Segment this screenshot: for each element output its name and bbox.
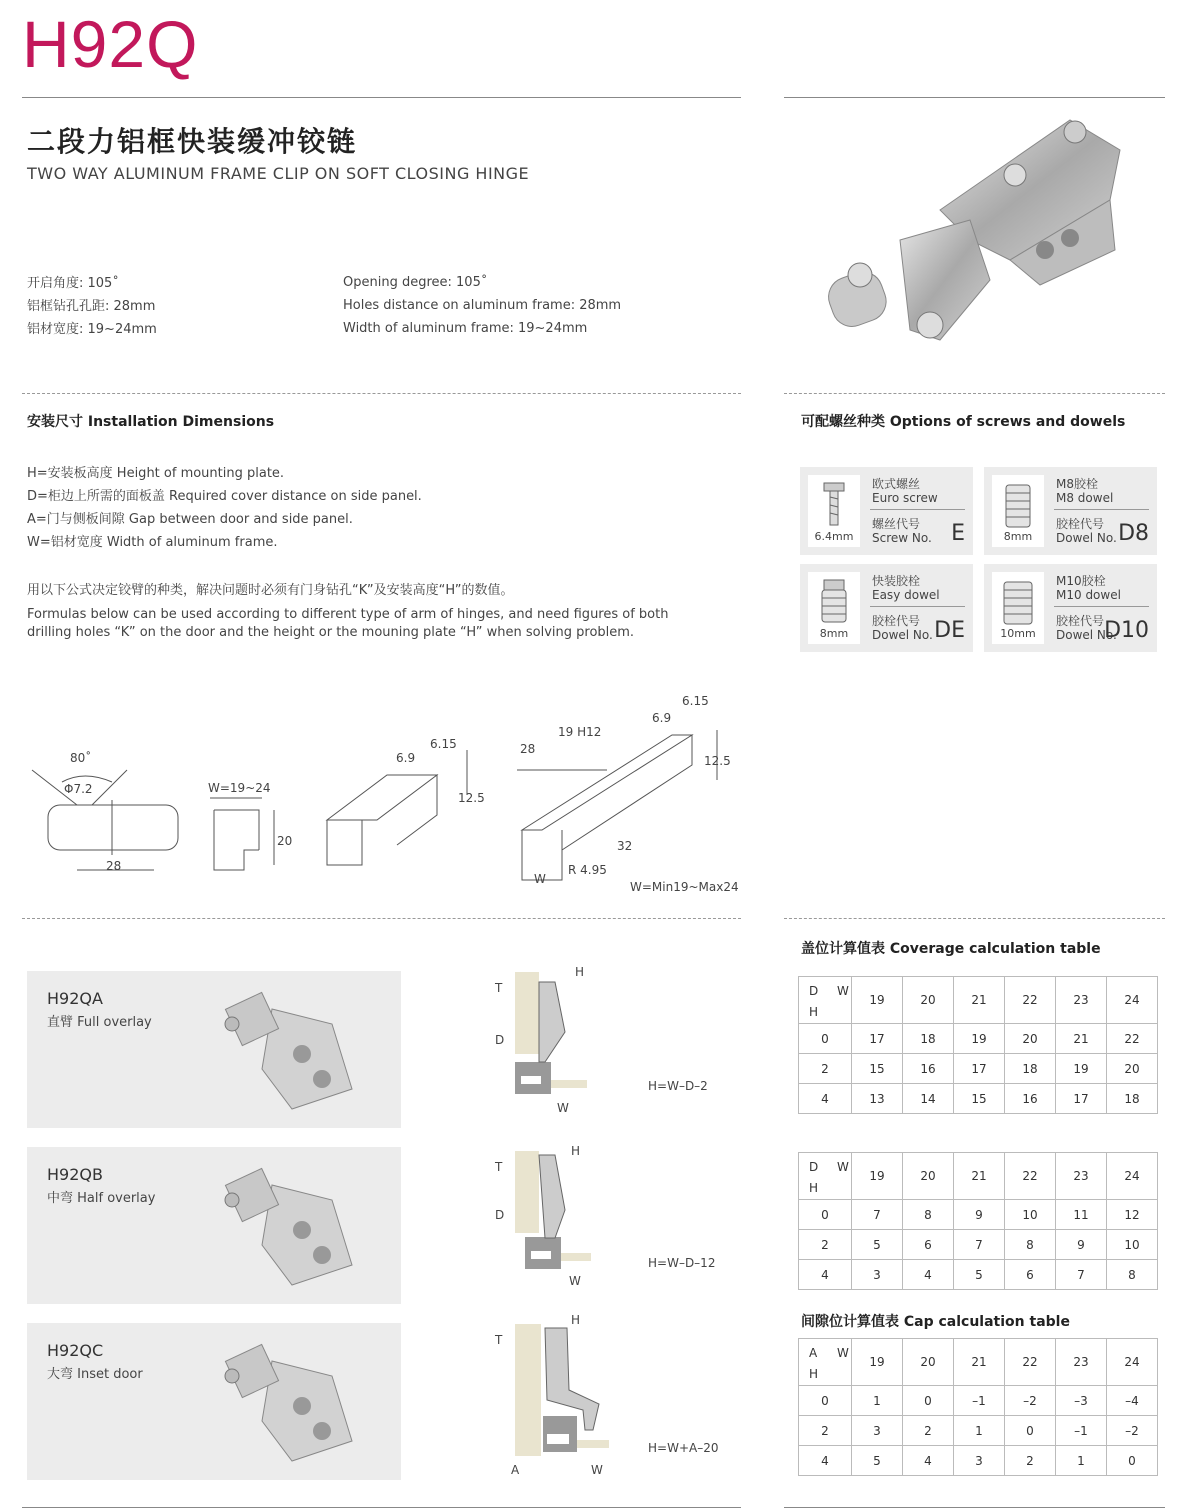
dowel-icon (992, 572, 1044, 644)
coverage-heading: 盖位计算值表 Coverage calculation table (801, 941, 1101, 957)
svg-text:W: W (569, 1274, 581, 1288)
cup-plate-shape (48, 805, 178, 850)
d615-label-2: 6.15 (682, 694, 709, 708)
d28-label: 28 (520, 742, 536, 756)
footer-rule-left (22, 1507, 741, 1508)
spec-en-line: Width of aluminum frame: 19~24mm (343, 321, 588, 336)
header-rule-right (784, 97, 1165, 98)
w-range-label: W=19~24 (208, 781, 271, 795)
easy-dowel-icon (808, 572, 860, 644)
separator (870, 606, 965, 607)
dowel-name: M8胶栓 M8 dowel (1056, 477, 1114, 505)
table-corner: D W H (799, 977, 852, 1024)
formula-en-line-1: Formulas below can be used according to different type of arm of hinges, and need figures of both (27, 607, 669, 622)
dowel-size: 8mm (819, 627, 849, 640)
screw-code-label: 螺丝代号 Screw No. (872, 517, 932, 545)
model-name: H92QC (47, 1341, 104, 1360)
screw-card-euro (800, 467, 973, 555)
col-header: 24 (1107, 1153, 1158, 1200)
screw-icon (808, 475, 860, 547)
dowel-code-label: 胶栓代号 Dowel No. (1056, 614, 1117, 642)
svg-text:H: H (571, 1144, 581, 1158)
table-row: 4 13 14 15 16 17 18 (799, 1084, 1158, 1114)
model-name: H92QA (47, 989, 103, 1008)
cap-table (798, 1338, 1158, 1476)
product-title-cn: 二段力铝框快装缓冲铰链 (27, 125, 358, 158)
model-type: 中弯 Half overlay (47, 1191, 156, 1206)
model-card-a (27, 971, 401, 1128)
phi-label: Φ7.2 (64, 782, 93, 796)
install-heading: 安装尺寸 Installation Dimensions (27, 414, 275, 430)
dowel-icon (992, 475, 1044, 547)
def-h: H=安装板高度 Height of mounting plate. (27, 466, 285, 481)
model-title: H92Q (22, 7, 199, 81)
d32-label: 32 (617, 839, 633, 853)
svg-text:D: D (495, 1208, 505, 1222)
table-row: 2 5 6 7 8 9 10 (799, 1230, 1158, 1260)
dowel-code: DE (934, 618, 965, 643)
svg-text:H: H (575, 965, 585, 979)
screw-card-m10 (984, 564, 1157, 652)
separator (1054, 509, 1149, 510)
col-header: 23 (1056, 1339, 1107, 1386)
d69-label: 6.9 (396, 751, 416, 765)
model-card-b (27, 1147, 401, 1304)
divider-tables-top (784, 918, 1165, 919)
col-header: 19 (852, 1153, 903, 1200)
svg-text:D: D (495, 1033, 505, 1047)
col-header: 20 (903, 977, 954, 1024)
formula-en-line-2: drilling holes “K” on the door and the height or the mouning plate “H” when solving problem. (27, 625, 635, 640)
svg-text:A: A (511, 1463, 520, 1477)
table-row: 2 15 16 17 18 19 20 (799, 1054, 1158, 1084)
product-title-en: TWO WAY ALUMINUM FRAME CLIP ON SOFT CLOSING HINGE (27, 164, 530, 183)
table-row: 2 3 2 1 0 –1 –2 (799, 1416, 1158, 1446)
header-rule-left (22, 97, 741, 98)
installation-drawings (22, 690, 742, 905)
col-header: 20 (903, 1153, 954, 1200)
hinge-thumbnail (212, 1155, 362, 1295)
col-header: 22 (1005, 1153, 1056, 1200)
svg-text:W: W (557, 1101, 569, 1115)
coverage-table-1 (798, 976, 1158, 1114)
divider-screws-top (784, 393, 1165, 394)
d615-label: 6.15 (430, 737, 457, 751)
specs-en (343, 271, 621, 340)
diagram-inset-door (485, 1310, 615, 1480)
install-definitions (27, 462, 422, 554)
d125-label-2: 12.5 (704, 754, 731, 768)
spec-cn-line: 铝材宽度: 19~24mm (27, 322, 157, 337)
dowel-name: 快装胶栓 Easy dowel (872, 574, 940, 602)
spec-cn-line: 开启角度: 105˚ (27, 276, 119, 291)
svg-text:H: H (571, 1313, 581, 1327)
spec-en-line: Opening degree: 105˚ (343, 275, 488, 290)
dowel-size: 8mm (1003, 530, 1033, 543)
separator (1054, 606, 1149, 607)
col-header: 21 (954, 1153, 1005, 1200)
footer-rule-right (784, 1507, 1165, 1508)
col-header: 21 (954, 977, 1005, 1024)
frame-profile-shape (214, 810, 259, 870)
screw-name: 欧式螺丝 Euro screw (872, 477, 938, 505)
svg-text:T: T (495, 1160, 503, 1174)
formula-c: H=W+A–20 (648, 1441, 719, 1455)
def-d: D=柜边上所需的面板盖 Required cover distance on side panel. (27, 489, 422, 504)
hinge-thumbnail (212, 1331, 362, 1471)
w-minmax-label: W=Min19~Max24 (630, 880, 739, 894)
screw-size: 6.4mm (814, 530, 854, 543)
separator (870, 509, 965, 510)
table-row: 0 7 8 9 10 11 12 (799, 1200, 1158, 1230)
r495-label: R 4.95 (568, 863, 607, 877)
formula-note-en (27, 606, 668, 642)
model-name: H92QB (47, 1165, 103, 1184)
cap-heading: 间隙位计算值表 Cap calculation table (801, 1314, 1070, 1330)
model-card-c (27, 1323, 401, 1480)
screw-card-m8 (984, 467, 1157, 555)
divider-models-top (22, 918, 741, 919)
d125-label: 12.5 (458, 791, 485, 805)
col-header: 22 (1005, 977, 1056, 1024)
hinge-thumbnail (212, 979, 362, 1119)
coverage-table-2 (798, 1152, 1158, 1290)
model-type: 大弯 Inset door (47, 1367, 143, 1382)
spec-cn-line: 铝框钻孔孔距: 28mm (27, 299, 156, 314)
formula-b: H=W–D–12 (648, 1256, 716, 1270)
table-corner: D W H (799, 1153, 852, 1200)
w-label: W (534, 872, 546, 886)
svg-text:T: T (495, 1333, 503, 1347)
col-header: 20 (903, 1339, 954, 1386)
col-header: 24 (1107, 977, 1158, 1024)
table-corner: A W H (799, 1339, 852, 1386)
def-w: W=铝材宽度 Width of aluminum frame. (27, 535, 278, 550)
table-row: 0 17 18 19 20 21 22 (799, 1024, 1158, 1054)
col-header: 22 (1005, 1339, 1056, 1386)
col-header: 24 (1107, 1339, 1158, 1386)
svg-text:W: W (591, 1463, 603, 1477)
d19h12-label: 19 H12 (558, 725, 602, 739)
col-header: 19 (852, 1339, 903, 1386)
dowel-name: M10胶栓 M10 dowel (1056, 574, 1121, 602)
screws-heading: 可配螺丝种类 Options of screws and dowels (801, 414, 1126, 430)
dowel-code: D10 (1104, 618, 1149, 643)
table-row: 4 3 4 5 6 7 8 (799, 1260, 1158, 1290)
model-type: 直臂 Full overlay (47, 1015, 152, 1030)
divider-install-top (22, 393, 741, 394)
dist-label: 28 (106, 859, 122, 873)
formula-a: H=W–D–2 (648, 1079, 708, 1093)
dowel-code-label: 胶栓代号 Dowel No. (872, 614, 933, 642)
formula-note-cn: 用以下公式决定铰臂的种类，解决问题时必须有门身钻孔“K”及安装高度“H”的数值。 (27, 583, 514, 598)
angle-label: 80˚ (70, 751, 92, 765)
diagram-full-overlay (485, 962, 605, 1122)
col-header: 23 (1056, 1153, 1107, 1200)
col-header: 23 (1056, 977, 1107, 1024)
dowel-size: 10mm (1000, 627, 1036, 640)
screw-card-easy (800, 564, 973, 652)
table-row: 0 1 0 –1 –2 –3 –4 (799, 1386, 1158, 1416)
col-header: 21 (954, 1339, 1005, 1386)
d69-label-2: 6.9 (652, 711, 672, 725)
dowel-code: D8 (1118, 521, 1149, 546)
h20-label: 20 (277, 834, 293, 848)
screw-code: E (951, 521, 965, 546)
specs-cn (27, 272, 157, 341)
def-a: A=门与侧板间隙 Gap between door and side panel. (27, 512, 353, 527)
hinge-product-image (820, 110, 1140, 380)
table-row: 4 5 4 3 2 1 0 (799, 1446, 1158, 1476)
svg-text:T: T (495, 981, 503, 995)
diagram-half-overlay (485, 1141, 605, 1301)
spec-en-line: Holes distance on aluminum frame: 28mm (343, 298, 622, 313)
dowel-code-label: 胶栓代号 Dowel No. (1056, 517, 1117, 545)
col-header: 19 (852, 977, 903, 1024)
